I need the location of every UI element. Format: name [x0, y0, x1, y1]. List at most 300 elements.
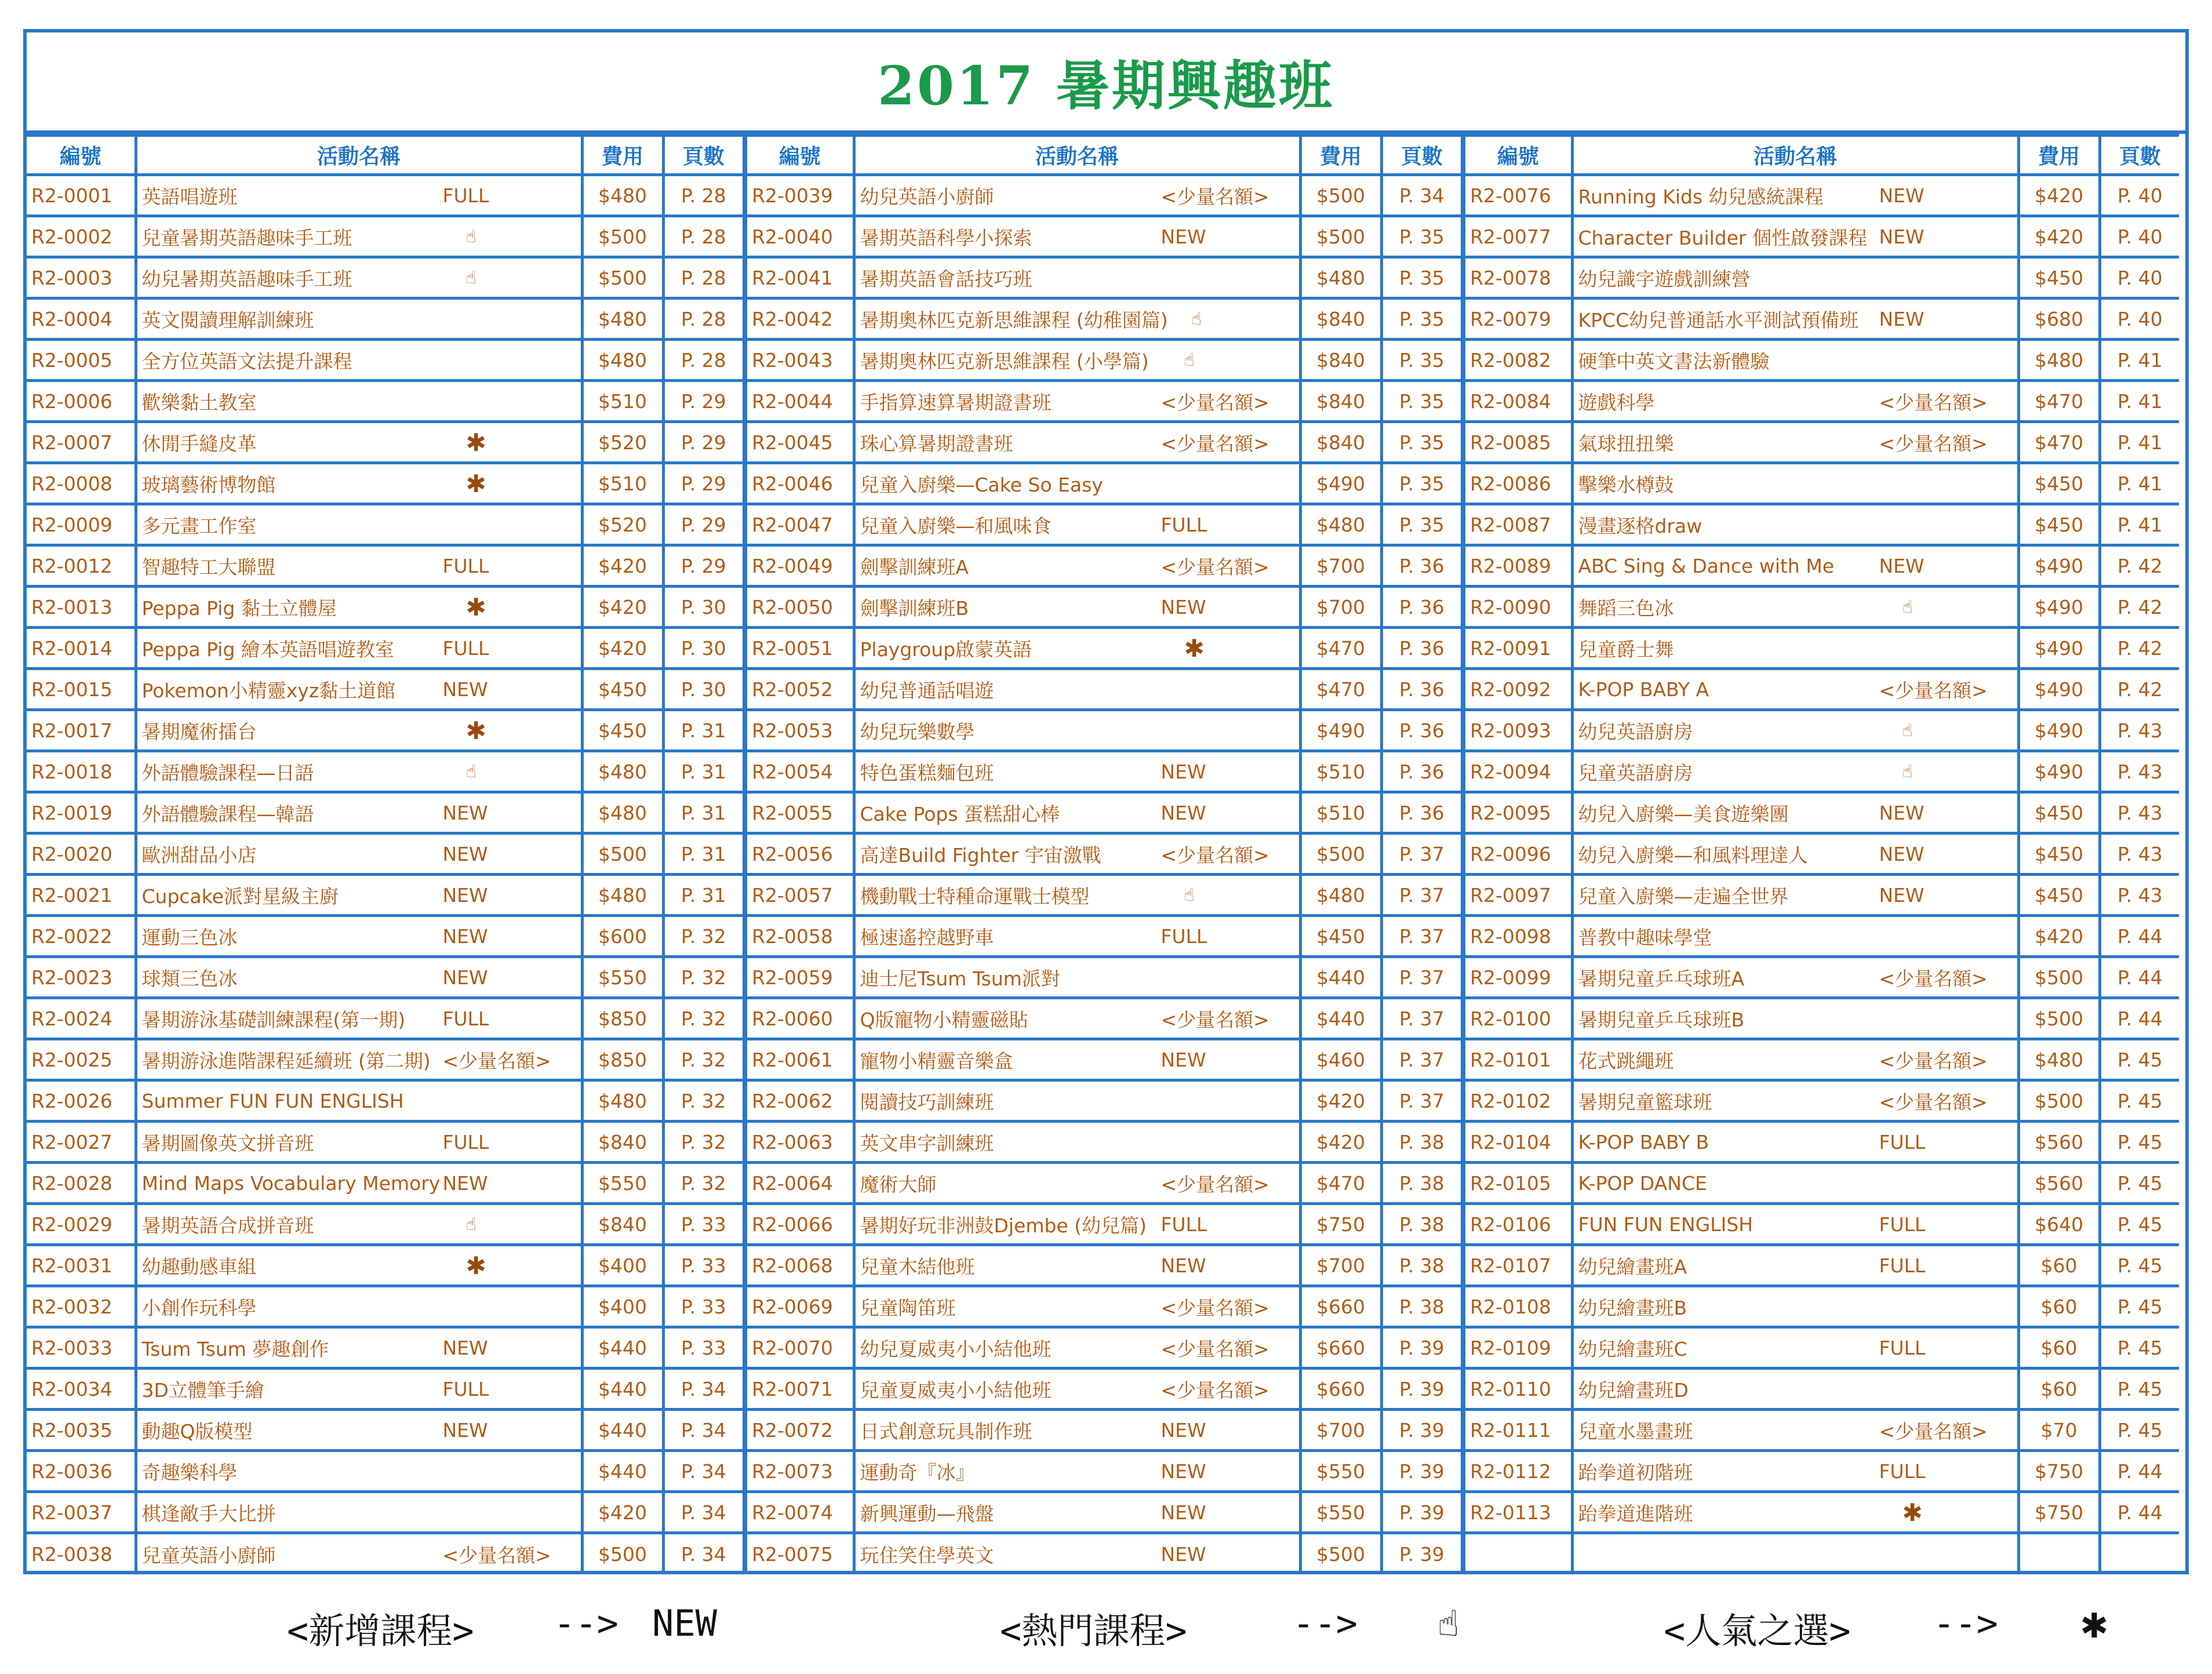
- course-fee: $480: [2018, 1039, 2100, 1080]
- table-row: [27, 1451, 743, 1492]
- course-name: 外語體驗課程—韓語: [141, 802, 314, 825]
- course-page: P. 35: [1381, 216, 1461, 257]
- course-fee: $420: [582, 628, 663, 669]
- table-row: [1463, 875, 2179, 916]
- table-row: [745, 669, 1461, 710]
- table-row: [27, 257, 743, 299]
- course-code: R2-0085: [1463, 422, 1572, 463]
- table-row: [1463, 1451, 2179, 1492]
- hot-hand-icon: ☝: [1191, 308, 1202, 329]
- course-code: R2-0008: [27, 463, 136, 504]
- course-name-cell: [136, 998, 582, 1039]
- course-code: R2-0084: [1463, 381, 1572, 422]
- course-code: R2-0040: [745, 216, 854, 257]
- course-page: P. 45: [2100, 1410, 2179, 1451]
- course-page: P. 34: [663, 1369, 743, 1410]
- course-status-tag: FULL: [442, 1007, 489, 1030]
- course-code: R2-0063: [745, 1122, 854, 1163]
- course-page: P. 34: [663, 1492, 743, 1533]
- course-code: R2-0029: [27, 1204, 136, 1245]
- course-code: R2-0062: [745, 1080, 854, 1122]
- course-fee: $440: [582, 1369, 663, 1410]
- course-status-tag: NEW: [1160, 1501, 1206, 1524]
- course-code: R2-0039: [745, 175, 854, 216]
- course-code: R2-0020: [27, 834, 136, 875]
- table-row: [1463, 340, 2179, 381]
- course-code: R2-0021: [27, 875, 136, 916]
- course-status-tag: FULL: [442, 1377, 489, 1400]
- course-page: P. 32: [663, 998, 743, 1039]
- table-row: [745, 998, 1461, 1039]
- table-row: [1463, 998, 2179, 1039]
- schedule-table: [1461, 134, 2179, 1574]
- table-row: [745, 381, 1461, 422]
- schedule-tables: [27, 134, 2185, 1571]
- column-header-code: 編號: [745, 136, 854, 175]
- course-name-cell: [1572, 1369, 2018, 1410]
- course-fee: $500: [1300, 834, 1381, 875]
- table-row: [27, 834, 743, 875]
- course-name: 兒童英語廚房: [1578, 761, 1693, 784]
- course-fee: $490: [2018, 710, 2100, 751]
- course-code: R2-0099: [1463, 957, 1572, 998]
- table-row: [745, 1286, 1461, 1327]
- table-row: [745, 751, 1461, 792]
- course-page: P. 31: [663, 751, 743, 792]
- table-row: [1463, 834, 2179, 875]
- column-header-page: 頁數: [663, 136, 743, 175]
- course-status-tag: NEW: [1160, 1418, 1206, 1442]
- course-code: R2-0111: [1463, 1410, 1572, 1451]
- table-row: [27, 1245, 743, 1286]
- course-name: Cupcake派對星級主廚: [141, 885, 339, 908]
- course-fee: $420: [582, 1492, 663, 1533]
- course-fee: $450: [582, 710, 663, 751]
- course-code: R2-0036: [27, 1451, 136, 1492]
- course-name-cell: [1572, 957, 2018, 998]
- course-fee: $450: [2018, 257, 2100, 299]
- course-code: R2-0032: [27, 1286, 136, 1327]
- course-name: 運動三色冰: [141, 926, 238, 949]
- course-fee: $510: [582, 381, 663, 422]
- course-status-tag: NEW: [442, 801, 488, 824]
- course-code: R2-0038: [27, 1533, 136, 1574]
- course-page: P. 30: [663, 669, 743, 710]
- course-name-cell: [854, 1369, 1300, 1410]
- table-row: [745, 1369, 1461, 1410]
- course-name-cell: [1572, 175, 2018, 216]
- course-name: 幼兒暑期英語趣味手工班: [141, 267, 352, 290]
- table-row: [745, 504, 1461, 545]
- course-page: P. 38: [1381, 1286, 1461, 1327]
- course-status-tag: <少量名額>: [1160, 185, 1269, 208]
- course-fee: $480: [1300, 875, 1381, 916]
- course-code: R2-0101: [1463, 1039, 1572, 1080]
- course-name-cell: [1572, 998, 2018, 1039]
- course-name-cell: [854, 998, 1300, 1039]
- course-page: P. 43: [2100, 710, 2179, 751]
- course-status-tag: FULL: [1879, 1130, 1926, 1153]
- course-page: P. 45: [2100, 1080, 2179, 1122]
- course-name: 暑期魔術擂台: [141, 720, 257, 743]
- course-name-cell: [854, 1245, 1300, 1286]
- course-name-cell: [1572, 1245, 2018, 1286]
- page-title: 2017 暑期興趣班: [877, 54, 1335, 117]
- column-header-code: 編號: [1463, 136, 1572, 175]
- course-name: 新興運動—飛盤: [860, 1502, 994, 1525]
- course-name: 幼兒識字遊戲訓練營: [1578, 267, 1751, 290]
- table-row: [27, 1327, 743, 1369]
- course-name: 運動奇『冰』: [860, 1461, 975, 1484]
- course-fee: $460: [1300, 1039, 1381, 1080]
- course-name-cell: [1572, 1533, 2018, 1574]
- course-name-cell: [854, 1533, 1300, 1574]
- table-row: [745, 957, 1461, 998]
- course-fee: $450: [2018, 792, 2100, 834]
- course-page: P. 35: [1381, 463, 1461, 504]
- course-name: 休閒手縫皮革: [141, 432, 257, 455]
- course-name-cell: [854, 1039, 1300, 1080]
- course-page: P. 37: [1381, 834, 1461, 875]
- course-fee: $500: [2018, 998, 2100, 1039]
- course-page: P. 40: [2100, 299, 2179, 340]
- course-name-cell: [1572, 422, 2018, 463]
- course-name-cell: [136, 1039, 582, 1080]
- table-row: [27, 875, 743, 916]
- course-code: R2-0066: [745, 1204, 854, 1245]
- course-code: R2-0044: [745, 381, 854, 422]
- course-page: P. 39: [1381, 1410, 1461, 1451]
- course-fee: $500: [1300, 1533, 1381, 1574]
- course-name-cell: [136, 340, 582, 381]
- hot-hand-icon: ☝: [1184, 350, 1195, 370]
- course-page: P. 32: [663, 1080, 743, 1122]
- course-code: R2-0092: [1463, 669, 1572, 710]
- table-row: [745, 299, 1461, 340]
- table-row: [27, 916, 743, 957]
- course-name-cell: [136, 628, 582, 669]
- course-name: 幼兒普通話唱遊: [860, 679, 994, 702]
- course-name-cell: [1572, 628, 2018, 669]
- course-status-tag: FULL: [442, 554, 489, 577]
- table-row: [745, 916, 1461, 957]
- course-name: 幼兒夏威夷小小結他班: [860, 1337, 1052, 1360]
- course-status-tag: <少量名額>: [1879, 967, 1988, 990]
- course-page: P. 45: [2100, 1327, 2179, 1369]
- course-code: R2-0043: [745, 340, 854, 381]
- course-name: 暑期英語合成拼音班: [141, 1214, 314, 1237]
- course-fee: $840: [1300, 422, 1381, 463]
- table-row: [27, 792, 743, 834]
- course-code: R2-0073: [745, 1451, 854, 1492]
- course-code: R2-0091: [1463, 628, 1572, 669]
- course-name: Pokemon小精靈xyz黏土道館: [141, 679, 396, 702]
- course-page: P. 37: [1381, 998, 1461, 1039]
- course-name-cell: [136, 710, 582, 751]
- course-name-cell: [854, 175, 1300, 216]
- course-code: R2-0035: [27, 1410, 136, 1451]
- course-page: P. 36: [1381, 710, 1461, 751]
- course-status-tag: NEW: [442, 1171, 488, 1195]
- course-fee: $750: [1300, 1204, 1381, 1245]
- course-code: R2-0022: [27, 916, 136, 957]
- course-page: P. 32: [663, 1163, 743, 1204]
- table-header-row: [1463, 136, 2179, 175]
- course-name: 兒童入廚樂—和風味食: [860, 514, 1052, 537]
- course-page: P. 37: [1381, 916, 1461, 957]
- course-page: P. 45: [2100, 1039, 2179, 1080]
- course-name-cell: [854, 299, 1300, 340]
- course-status-tag: FULL: [1160, 513, 1207, 536]
- course-name-cell: [136, 1163, 582, 1204]
- course-status-tag: <少量名額>: [1160, 1337, 1269, 1360]
- course-code: R2-0033: [27, 1327, 136, 1369]
- course-fee: $470: [1300, 1163, 1381, 1204]
- course-name-cell: [1572, 669, 2018, 710]
- course-name: 幼兒繪畫班D: [1578, 1378, 1689, 1402]
- course-page: P. 39: [1381, 1451, 1461, 1492]
- table-row: [745, 216, 1461, 257]
- course-name-cell: [136, 1410, 582, 1451]
- course-code: R2-0068: [745, 1245, 854, 1286]
- course-code: R2-0098: [1463, 916, 1572, 957]
- course-page: P. 30: [663, 628, 743, 669]
- course-fee: $510: [1300, 751, 1381, 792]
- course-code: R2-0070: [745, 1327, 854, 1369]
- table-row: [1463, 957, 2179, 998]
- course-name-cell: [1572, 1122, 2018, 1163]
- course-name: 兒童爵士舞: [1578, 638, 1674, 661]
- course-page: P. 35: [1381, 504, 1461, 545]
- course-name-cell: [1572, 834, 2018, 875]
- course-name: 普教中趣味學堂: [1578, 926, 1712, 949]
- course-code: R2-0113: [1463, 1492, 1572, 1533]
- course-status-tag: NEW: [442, 842, 488, 865]
- hot-hand-icon: ☝: [1184, 885, 1195, 905]
- table-row: [1463, 1204, 2179, 1245]
- course-name-cell: [854, 1204, 1300, 1245]
- course-fee: $480: [582, 299, 663, 340]
- schedule-table: [743, 134, 1461, 1574]
- course-name: 小創作玩科學: [141, 1296, 257, 1319]
- course-name-cell: [1572, 257, 2018, 299]
- course-code: R2-0015: [27, 669, 136, 710]
- course-code: R2-0056: [745, 834, 854, 875]
- course-fee: $840: [582, 1204, 663, 1245]
- course-name: 暑期兒童籃球班: [1578, 1090, 1712, 1113]
- course-page: P. 34: [663, 1410, 743, 1451]
- course-code: R2-0107: [1463, 1245, 1572, 1286]
- course-name: 珠心算暑期證書班: [860, 432, 1013, 455]
- course-code: R2-0061: [745, 1039, 854, 1080]
- course-page: P. 33: [663, 1327, 743, 1369]
- table-row: [27, 1410, 743, 1451]
- column-header-name: 活動名稱: [136, 136, 582, 175]
- course-name-cell: [1572, 1492, 2018, 1533]
- hot-hand-icon: ☝: [1902, 720, 1913, 741]
- table-row: [745, 1410, 1461, 1451]
- course-code: R2-0072: [745, 1410, 854, 1451]
- course-name-cell: [1572, 587, 2018, 628]
- course-name: K-POP DANCE: [1578, 1171, 1707, 1195]
- course-fee: $500: [2018, 957, 2100, 998]
- course-page: P. 29: [663, 381, 743, 422]
- course-name: 動趣Q版模型: [141, 1420, 253, 1443]
- hot-hand-icon: ☝: [465, 226, 476, 247]
- course-code: R2-0055: [745, 792, 854, 834]
- course-name-cell: [136, 1245, 582, 1286]
- course-name-cell: [136, 1492, 582, 1533]
- course-name-cell: [1572, 381, 2018, 422]
- table-row: [745, 257, 1461, 299]
- course-name-cell: [1572, 1039, 2018, 1080]
- table-row: [27, 1533, 743, 1574]
- course-name-cell: [136, 669, 582, 710]
- course-fee: $490: [2018, 628, 2100, 669]
- course-name: Peppa Pig 繪本英語唱遊教室: [141, 638, 394, 661]
- course-name: Summer FUN FUN ENGLISH: [141, 1089, 404, 1112]
- course-fee: $510: [1300, 792, 1381, 834]
- table-row: [27, 1286, 743, 1327]
- course-name-cell: [136, 1533, 582, 1574]
- popular-star-icon: ✱: [465, 592, 486, 621]
- course-fee: $680: [2018, 299, 2100, 340]
- course-fee: $70: [2018, 1410, 2100, 1451]
- course-code: R2-0014: [27, 628, 136, 669]
- course-fee: $500: [582, 834, 663, 875]
- course-name-cell: [1572, 1327, 2018, 1369]
- table-row: [27, 751, 743, 792]
- course-name-cell: [854, 216, 1300, 257]
- course-fee: $440: [1300, 998, 1381, 1039]
- course-page: P. 28: [663, 175, 743, 216]
- course-page: P. 34: [663, 1533, 743, 1574]
- course-name: 氣球扭扭樂: [1578, 432, 1674, 455]
- course-page: P. 36: [1381, 545, 1461, 587]
- column-header-fee: 費用: [1300, 136, 1381, 175]
- table-row: [27, 998, 743, 1039]
- course-page: P. 31: [663, 834, 743, 875]
- course-fee: $550: [1300, 1492, 1381, 1533]
- course-name: 手指算速算暑期證書班: [860, 391, 1052, 414]
- course-name: 花式跳繩班: [1578, 1049, 1674, 1072]
- course-status-tag: NEW: [442, 925, 488, 948]
- course-name: 歡樂黏土教室: [141, 391, 257, 414]
- course-status-tag: NEW: [1879, 225, 1924, 248]
- course-code: R2-0005: [27, 340, 136, 381]
- course-name: 日式創意玩具制作班: [860, 1420, 1032, 1443]
- course-name: Peppa Pig 黏土立體屋: [141, 596, 337, 620]
- course-name-cell: [854, 504, 1300, 545]
- course-fee: $510: [582, 463, 663, 504]
- course-fee: $420: [582, 545, 663, 587]
- course-name-cell: [1572, 216, 2018, 257]
- hot-hand-icon: ☝: [465, 1214, 476, 1235]
- course-code: R2-0013: [27, 587, 136, 628]
- course-name-cell: [854, 834, 1300, 875]
- course-fee: $420: [2018, 916, 2100, 957]
- course-code: R2-0089: [1463, 545, 1572, 587]
- course-status-tag: FULL: [1879, 1460, 1926, 1483]
- course-fee: $480: [582, 340, 663, 381]
- table-row: [745, 628, 1461, 669]
- course-name: 劍擊訓練班A: [860, 555, 969, 578]
- table-row: [1463, 792, 2179, 834]
- course-code: R2-0110: [1463, 1369, 1572, 1410]
- course-name: 機動戰士特種命運戰士模型: [860, 885, 1090, 908]
- course-page: P. 33: [663, 1286, 743, 1327]
- course-code: R2-0027: [27, 1122, 136, 1163]
- course-status-tag: NEW: [1160, 1254, 1206, 1277]
- course-name: 暑期好玩非洲鼓Djembe (幼兒篇): [860, 1214, 1147, 1237]
- course-name: Running Kids 幼兒感統課程: [1578, 185, 1824, 208]
- course-fee: $480: [582, 792, 663, 834]
- course-status-tag: FULL: [1879, 1213, 1926, 1236]
- course-name-cell: [1572, 299, 2018, 340]
- course-status-tag: NEW: [1160, 801, 1206, 824]
- course-name: 暑期游泳基礎訓練課程(第一期): [141, 1008, 406, 1031]
- course-name: K-POP BABY A: [1578, 678, 1709, 701]
- course-code: R2-0075: [745, 1533, 854, 1574]
- course-name: 幼兒入廚樂—和風料理達人: [1578, 843, 1808, 867]
- table-row: [1463, 587, 2179, 628]
- course-name: 跆拳道進階班: [1578, 1502, 1693, 1525]
- course-fee: $480: [1300, 257, 1381, 299]
- course-code: R2-0060: [745, 998, 854, 1039]
- table-row: [1463, 751, 2179, 792]
- course-name-cell: [854, 669, 1300, 710]
- course-name-cell: [854, 628, 1300, 669]
- course-fee: $520: [582, 504, 663, 545]
- course-name: 英語唱遊班: [141, 185, 238, 208]
- course-name: 幼兒繪畫班B: [1578, 1296, 1687, 1319]
- course-page: P. 37: [1381, 1039, 1461, 1080]
- hot-hand-icon: ☝: [465, 761, 476, 782]
- table-row: [1463, 1122, 2179, 1163]
- table-row: [745, 422, 1461, 463]
- course-page: P. 43: [2100, 875, 2179, 916]
- course-name: Playgroup啟蒙英語: [860, 638, 1032, 661]
- course-page: P. 40: [2100, 216, 2179, 257]
- course-page: P. 37: [1381, 957, 1461, 998]
- course-fee: $450: [2018, 504, 2100, 545]
- course-name-cell: [1572, 710, 2018, 751]
- table-row: [1463, 1327, 2179, 1369]
- course-fee: $550: [1300, 1451, 1381, 1492]
- course-name-cell: [136, 1080, 582, 1122]
- course-name: 暑期英語會話技巧班: [860, 267, 1032, 290]
- course-fee: $560: [2018, 1122, 2100, 1163]
- course-code: R2-0096: [1463, 834, 1572, 875]
- course-status-tag: NEW: [1879, 801, 1924, 824]
- course-status-tag: <少量名額>: [1160, 1008, 1269, 1031]
- course-fee: $470: [2018, 422, 2100, 463]
- course-code: R2-0051: [745, 628, 854, 669]
- table-row: [745, 1245, 1461, 1286]
- course-page: P. 31: [663, 792, 743, 834]
- course-name: 兒童英語小廚師: [141, 1544, 276, 1567]
- course-fee: $60: [2018, 1327, 2100, 1369]
- course-fee: $490: [1300, 710, 1381, 751]
- course-name-cell: [136, 216, 582, 257]
- course-name: 暑期兒童乒乓球班A: [1578, 967, 1745, 990]
- course-code: R2-0082: [1463, 340, 1572, 381]
- course-fee: $400: [582, 1286, 663, 1327]
- course-status-tag: <少量名額>: [1879, 432, 1988, 455]
- course-code: R2-0078: [1463, 257, 1572, 299]
- course-fee: $500: [582, 1533, 663, 1574]
- course-name-cell: [136, 545, 582, 587]
